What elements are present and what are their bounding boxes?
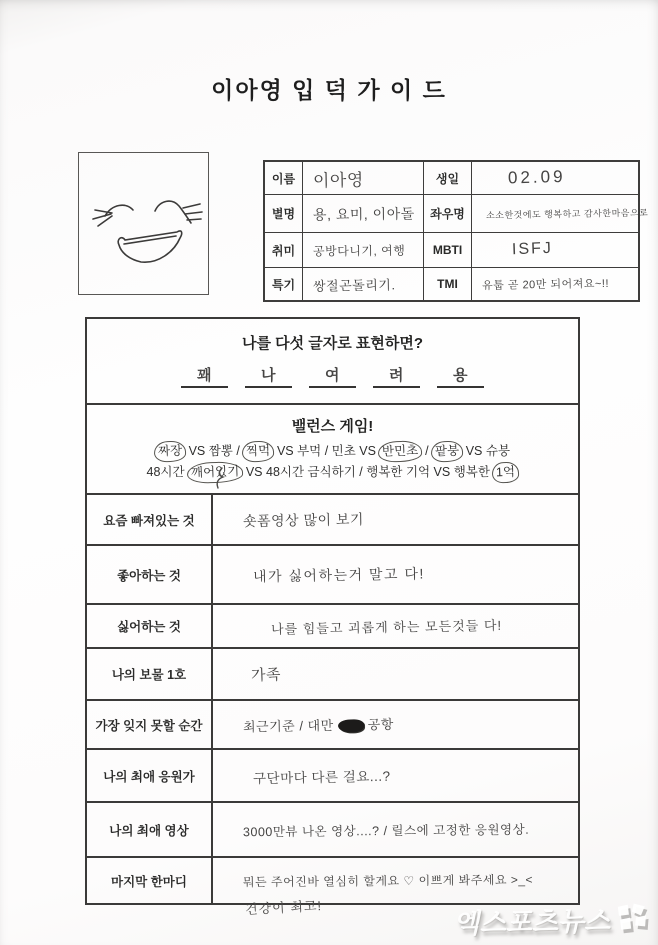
label-nickname: 별명 [265, 195, 303, 233]
qa-answer: 3000만뷰 나온 영상....? / 릴스에 고정한 응원영상. [242, 822, 530, 839]
five-letters-row [87, 364, 578, 388]
five-letters-title: 나를 다섯 글자로 표현하면? [241, 335, 424, 352]
document-title: 이아영 입 덕 가 이 드 [211, 77, 447, 103]
circled-choice: 짜장 [154, 440, 187, 462]
letter-slot: 려 [373, 364, 420, 388]
label-name: 이름 [265, 162, 303, 195]
handwritten-footer-note: 건강이 최고! [244, 897, 323, 918]
balance-game-lines [87, 441, 578, 484]
self-portrait-box [78, 152, 209, 295]
value-tmi: 유툽 곧 20만 되어져요~!! [481, 277, 610, 293]
label-tmi: TMI [424, 268, 472, 300]
profile-table [263, 160, 649, 302]
qa-answer: 숏폼영상 많이 보기 [242, 510, 365, 529]
qa-label: 나의 최애 응원가 [87, 750, 213, 801]
circled-choice: 반민초 [378, 440, 423, 463]
watermark-text: 엑스포츠뉴스 [452, 905, 615, 939]
letter-slot: 용 [437, 364, 484, 388]
balance-line-2 [87, 462, 578, 483]
qa-answer [213, 701, 578, 748]
qa-answer: 구단마다 다른 걸요...? [252, 768, 391, 786]
qa-row-current-obsession [87, 495, 578, 546]
qa-row-favorite-cheer-song [87, 750, 578, 803]
qa-label: 요즘 빠져있는 것 [87, 495, 213, 544]
letter-slot: 여 [309, 364, 356, 388]
five-letters-section [87, 319, 578, 405]
balance-game-section [87, 405, 578, 495]
xportsnews-pinwheel-logo-icon [616, 902, 649, 935]
qa-row-likes [87, 546, 578, 605]
balance-text: VS 부먹 / 민초 VS [273, 444, 380, 458]
letter-slot: 나 [245, 364, 292, 388]
qa-label: 나의 보물 1호 [87, 649, 213, 699]
circled-choice: 깨어있기 [187, 461, 244, 484]
letter-slot: 꽤 [181, 364, 228, 388]
qa-answer-text: 최근기준 / 대만 [242, 717, 334, 735]
scribbled-out-word [338, 719, 364, 732]
qa-row-dislikes [87, 605, 578, 649]
label-birthday: 생일 [424, 162, 472, 195]
balance-text: VS 슈붕 [462, 444, 511, 458]
qa-row-favorite-video [87, 803, 578, 858]
value-hobby: 공방다니기, 여행 [303, 233, 424, 268]
value-name: 이아영 [303, 162, 424, 195]
qa-answer: 나를 힘들고 괴롭게 하는 모든것들 다! [270, 617, 503, 637]
qa-label: 나의 최애 영상 [87, 803, 213, 856]
qa-rows [87, 495, 578, 903]
balance-line-1 [87, 441, 578, 462]
circled-choice: 팥붕 [431, 440, 464, 462]
value-talent: 쌍절곤돌리기. [303, 268, 424, 300]
qa-row-treasure [87, 649, 578, 701]
label-talent: 특기 [265, 268, 303, 300]
pen-squiggle-mark-icon [213, 467, 227, 489]
value-mbti: ISFJ [472, 233, 638, 268]
value-nickname: 용, 요미, 이아돌 [303, 195, 424, 233]
qa-answer: 가족 [250, 665, 282, 684]
balance-text: VS 48시간 금식하기 / 행복한 기억 VS 행복한 [242, 465, 494, 480]
label-hobby: 취미 [265, 233, 303, 268]
questionnaire-table [85, 317, 580, 905]
qa-label: 가장 잊지 못할 순간 [87, 701, 213, 748]
qa-label: 싫어하는 것 [87, 605, 213, 647]
qa-row-last-words [87, 858, 578, 903]
label-mbti: MBTI [424, 233, 472, 268]
qa-row-unforgettable-moment [87, 701, 578, 750]
value-motto: 소소한것에도 행복하고 감사한마음으로 [472, 195, 638, 233]
value-birthday: 02.09 [472, 162, 638, 195]
smiling-face-drawing-icon [79, 153, 208, 294]
qa-label: 좋아하는 것 [87, 546, 213, 603]
balance-text: / [421, 444, 433, 458]
balance-text: 48시간 [146, 465, 189, 480]
circled-choice: 1억 [492, 462, 520, 484]
qa-answer: 내가 싫어하는거 말고 다! [252, 564, 425, 584]
balance-text: VS 짬뽕 / [185, 444, 244, 458]
qa-answer: 뭐든 주어진바 열심히 할게요 ♡ 이쁘게 봐주세요 >_< [242, 872, 534, 890]
label-motto: 좌우명 [424, 195, 472, 233]
watermark [452, 898, 648, 940]
qa-answer-text: 공항 [367, 716, 394, 733]
balance-game-title: 밸런스 게임! [291, 418, 374, 435]
qa-label: 마지막 한마디 [87, 858, 213, 903]
circled-choice: 찍먹 [242, 440, 275, 462]
